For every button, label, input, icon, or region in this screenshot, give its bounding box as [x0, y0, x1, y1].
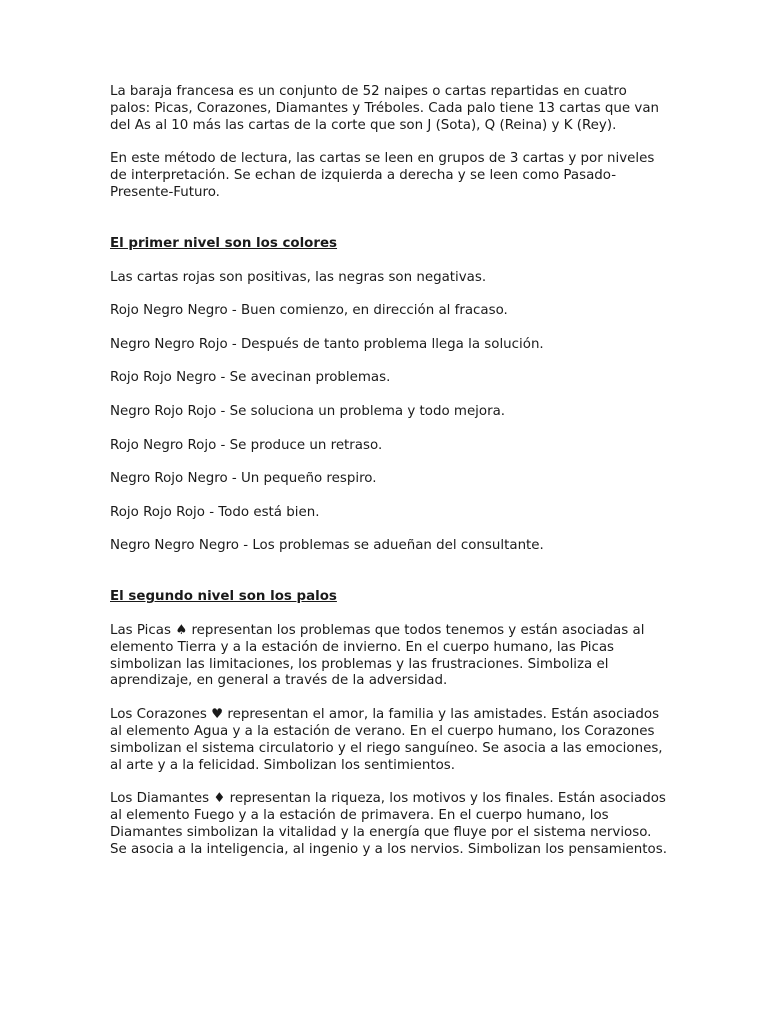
combination-line: Rojo Negro Negro - Buen comienzo, en dirección al fracaso. [110, 303, 508, 319]
colors-intro-line: Las cartas rojas son positivas, las negras son negativas. [110, 269, 487, 285]
diamonds-paragraph [110, 791, 670, 858]
hearts-paragraph [110, 707, 670, 774]
combination-line: Rojo Rojo Negro - Se avecinan problemas. [110, 370, 391, 386]
document-body [110, 84, 670, 875]
heart-icon: ♥ [211, 707, 224, 723]
intro-paragraph: La baraja francesa es un conjunto de 52 naipes o cartas repartidas en cuatro palos: Picas, Corazones, Diamantes y Tréboles. Cada palo tiene 13 cartas que van del As al 10 más las cartas de la corte que son J (Sota), Q (Reina) y K (Rey). [110, 84, 660, 133]
section-heading-suits: El segundo nivel son los palos [110, 589, 337, 605]
diamond-icon: ♦ [213, 791, 226, 807]
section-heading-colors: El primer nivel son los colores [110, 235, 338, 251]
spades-text-before: Las Picas [110, 622, 176, 638]
method-paragraph: En este método de lectura, las cartas se leen en grupos de 3 cartas y por niveles de interpretación. Se echan de izquierda a derecha y se leen como Pasado-Presente-Futuro. [110, 151, 655, 200]
combination-line: Negro Rojo Rojo - Se soluciona un problema y todo mejora. [110, 403, 506, 419]
combination-line: Negro Negro Rojo - Después de tanto problema llega la solución. [110, 336, 544, 352]
hearts-text-before: Los Corazones [110, 707, 212, 723]
combination-line: Rojo Negro Rojo - Se produce un retraso. [110, 437, 383, 453]
diamonds-text-after: representan la riqueza, los motivos y los finales. Están asociados al elemento Fuego y a la estación de primavera. En el cuerpo humano, los Diamantes simbolizan la vitalidad y la energía que fluye por el sistema nervioso. Se asocia a la inteligencia, al ingenio y a los nervios. Simbolizan los pensamientos. [110, 791, 667, 857]
hearts-text-after: representan el amor, la familia y las amistades. Están asociados al elemento Agua y a la estación de verano. En el cuerpo humano, los Corazones simbolizan el sistema circulatorio y el riego sanguíneo. Se asocia a las emociones, al arte y a la felicidad. Simbolizan los sentimientos. [110, 707, 663, 773]
combination-line: Rojo Rojo Rojo - Todo está bien. [110, 504, 320, 520]
spade-icon: ♠ [175, 622, 188, 638]
combination-line: Negro Negro Negro - Los problemas se adueñan del consultante. [110, 538, 544, 554]
spades-text-after: representan los problemas que todos tenemos y están asociadas al elemento Tierra y a la estación de invierno. En el cuerpo humano, las Picas simbolizan las limitaciones, los problemas y las frustraciones. Simboliza el aprendizaje, en general a través de la adversidad. [110, 622, 645, 689]
spades-paragraph [110, 623, 670, 690]
diamonds-text-before: Los Diamantes [110, 791, 214, 807]
combination-line: Negro Rojo Negro - Un pequeño respiro. [110, 471, 377, 487]
